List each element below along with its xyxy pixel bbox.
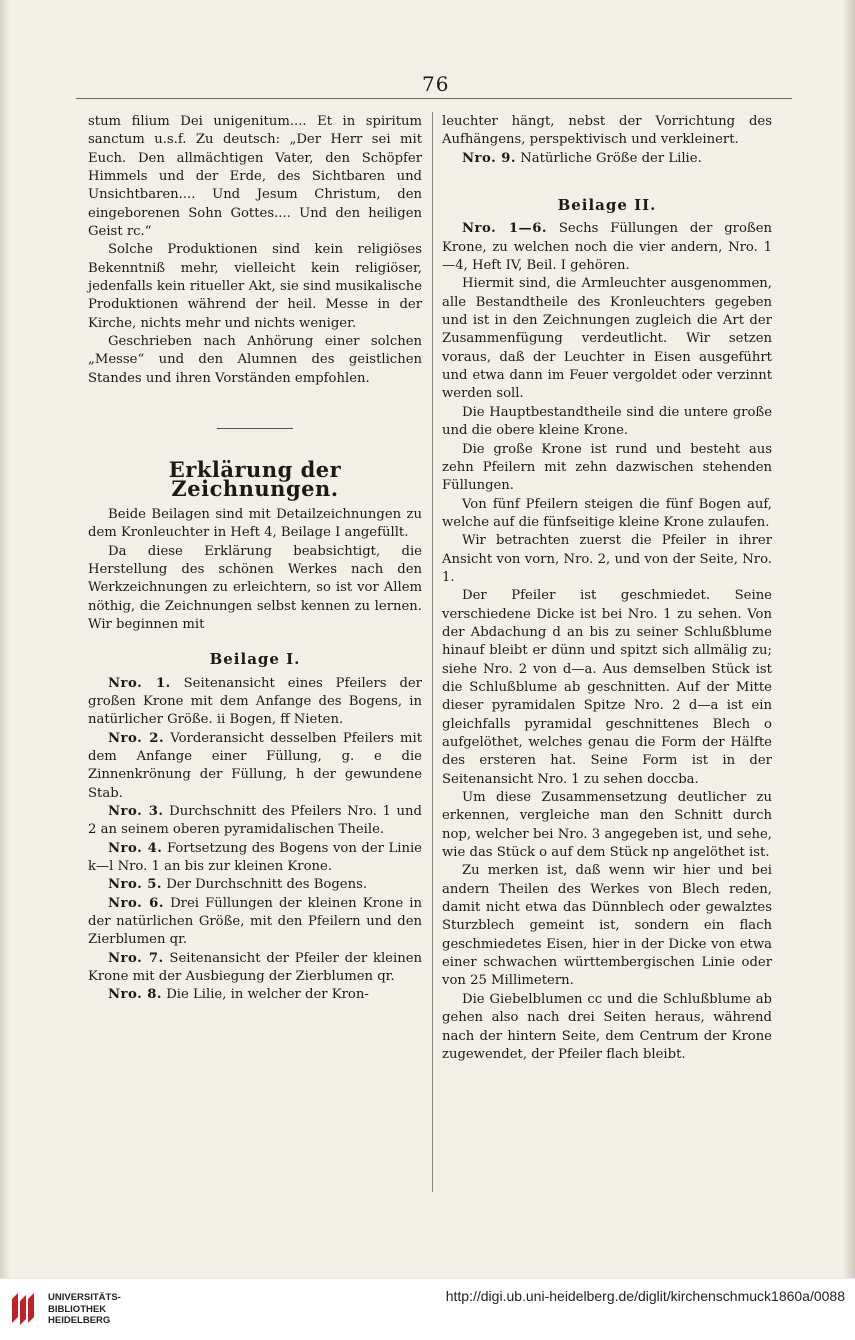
item-number: Nro. 2. [108, 730, 165, 746]
list-item [88, 675, 422, 730]
paragraph: Die Giebelblumen cc und die Schlußblume ab gehen also nach drei Seiten heraus, während nach der hintern Seite, dem Centrum der Krone zugewendet, der Pfeiler flach bleibt. [442, 991, 772, 1062]
paragraph: Der Pfeiler ist geschmiedet. Seine verschiedene Dicke ist bei Nro. 1 zu sehen. Von der Abdachung d an bis zu seiner Schlußblume hinauf bleibt er dünn und spitzt sich allmälig zu; siehe Nro. 2 von d—a. Aus demselben Stück ist die Schlußblume ab geschnitten. Auf der Mitte dieser pyramidalen Spitze Nro. 2 d—a ist ein gleichfalls pyramidal geschnittenes Blech o aufgelöthet, welches genau die Form der Hälfte des ersteren hat. Seine Form ist in der Seitenansicht Nro. 1 zu sehen doccba. [442, 588, 772, 787]
paragraph: Hiermit sind, die Armleuchter ausgenommen, alle Bestandtheile des Kronleuchters gegeben und ist in den Zeichnungen zugleich die Art der Zusammenfügung verdeutlicht. Wir setzen voraus, daß der Leuchter in Eisen ausgeführt und etwa dann im Feuer vergoldet oder verzinnt werden soll. [442, 276, 772, 402]
item-text: Der Durchschnitt des Bogens. [166, 877, 368, 893]
list-item [88, 840, 422, 877]
item-text: Die Lilie, in welcher der Kron- [166, 987, 369, 1003]
list-item [88, 803, 422, 840]
paragraph: Um diese Zusammensetzung deutlicher zu erkennen, vergleiche man den Schnitt durch nop, welcher bei Nro. 3 angegeben ist, und sehe, wie das Stück o auf dem Stück np angelöthet ist. [442, 790, 772, 861]
library-name-line: BIBLIOTHEK [48, 1303, 107, 1315]
item-number: Nro. 5. [108, 877, 163, 893]
column-divider [432, 112, 433, 1192]
list-item [88, 730, 422, 803]
library-name-line: HEIDELBERG [48, 1315, 111, 1326]
item-text: Drei Füllungen der kleinen Krone in der natürlichen Größe, mit den Pfeilern und den Zierblumen qr. [88, 895, 423, 948]
item-text: Natürliche Größe der Lilie. [520, 150, 702, 166]
paragraph: Zu merken ist, daß wenn wir hier und bei andern Theilen des Werkes von Blech reden, damit nicht etwa das Dünnblech oder gewalztes Sturzblech gemeint ist, sondern ein flach geschmiedetes Eisen, hier in der Dicke von etwa einer schwachen württembergischen Linie oder von 25 Millimetern. [442, 863, 772, 989]
list-item [88, 950, 422, 987]
paragraph: Solche Produktionen sind kein religiöses Bekenntniß mehr, vielleicht kein religiöser, jedenfalls kein ritueller Akt, sie sind musikalische Produktionen während der heil. Messe in der Kirche, nichts mehr und nichts weniger. [88, 242, 422, 331]
beilage-heading: Beilage II. [557, 196, 657, 215]
paragraph: stum filium Dei unigenitum.... Et in spiritum sanctum u.s.f. Zu deutsch: „Der Herr sei mit Euch. Den allmächtigen Vater, den Schöpfer Himmels und der Erde, des Sichtbaren und Unsichtbaren.... Und Jesum Christum, den eingeborenen Sohn Gottes.... Und den heiligen Geist rc.“ [88, 114, 422, 240]
list-item [88, 986, 422, 1004]
paragraph: Da diese Erklärung beabsichtigt, die Herstellung des schönen Werkes nach den Werkzeichnungen zu erleichtern, so ist vor Allem nöthig, die Zeichnungen selbst kennen zu lernen. Wir beginnen mit [88, 543, 422, 632]
library-name [48, 1292, 121, 1327]
right-column [442, 113, 772, 1064]
item-number: Nro. 8. [108, 987, 163, 1003]
paragraph: Beide Beilagen sind mit Detailzeichnungen zu dem Kronleuchter in Heft 4, Beilage I angefüllt. [88, 506, 422, 541]
paragraph: Die Hauptbestandtheile sind die untere große und die obere kleine Krone. [442, 404, 772, 439]
list-item [442, 150, 772, 168]
item-number: Nro. 1—6. [462, 221, 548, 237]
university-library-logo-icon [6, 1289, 40, 1329]
left-column [88, 113, 422, 1005]
item-text: Seitenansicht der Pfeiler der kleinen Krone mit der Ausbiegung der Zierblumen qr. [88, 950, 422, 985]
paragraph: Die große Krone ist rund und besteht aus zehn Pfeilern mit zehn dazwischen stehenden Füllungen. [442, 441, 772, 494]
section-heading: Erklärung der Zeichnungen. [168, 457, 342, 501]
viewer-footer [0, 1278, 855, 1340]
library-name-line: UNIVERSITÄTS- [48, 1292, 121, 1303]
item-text: Seitenansicht eines Pfeilers der großen Krone mit dem Anfange des Bogens, in natürlicher Größe. ii Bogen, ff Nieten. [88, 675, 422, 728]
paragraph: Wir betrachten zuerst die Pfeiler in ihrer Ansicht von vorn, Nro. 2, und von der Seite, Nro. 1. [442, 533, 772, 585]
list-item [442, 220, 772, 275]
paragraph: leuchter hängt, nebst der Vorrichtung des Aufhängens, perspektivisch und verkleinert. [442, 114, 772, 148]
item-text: Fortsetzung des Bogens von der Linie k—l Nro. 1 an bis zur kleinen Krone. [88, 840, 422, 875]
item-text: Sechs Füllungen der großen Krone, zu welchen noch die vier andern, Nro. 1—4, Heft IV, Beil. I gehören. [442, 221, 772, 274]
item-number: Nro. 1. [108, 675, 171, 691]
beilage-heading: Beilage I. [209, 650, 301, 669]
page-edge-left [0, 0, 10, 1278]
paragraph: Von fünf Pfeilern steigen die fünf Bogen auf, welche auf die fünfseitige kleine Krone zulaufen. [442, 496, 772, 530]
item-text: Vorderansicht desselben Pfeilers mit dem Anfange einer Füllung, g. e die Zinnenkrönung der Füllung, h der gewundene Stab. [88, 730, 423, 801]
header-rule [76, 98, 792, 99]
item-number: Nro. 3. [108, 804, 164, 819]
item-number: Nro. 4. [108, 840, 163, 856]
list-item [88, 876, 422, 894]
item-number: Nro. 7. [108, 950, 164, 966]
item-number: Nro. 6. [108, 895, 164, 911]
item-text: Durchschnitt des Pfeilers Nro. 1 und 2 an seinem oberen pyramidalischen Theile. [88, 804, 422, 838]
permalink-url[interactable]: http://digi.ub.uni-heidelberg.de/diglit/kirchenschmuck1860a/0088 [445, 1288, 845, 1304]
page-edge-right [843, 0, 855, 1278]
item-number: Nro. 9. [462, 150, 517, 166]
list-item [88, 895, 422, 950]
page-number: 76 [422, 72, 450, 96]
paragraph: Geschrieben nach Anhörung einer solchen „Messe“ und den Alumnen des geistlichen Standes und ihren Vorständen empfohlen. [88, 334, 422, 386]
